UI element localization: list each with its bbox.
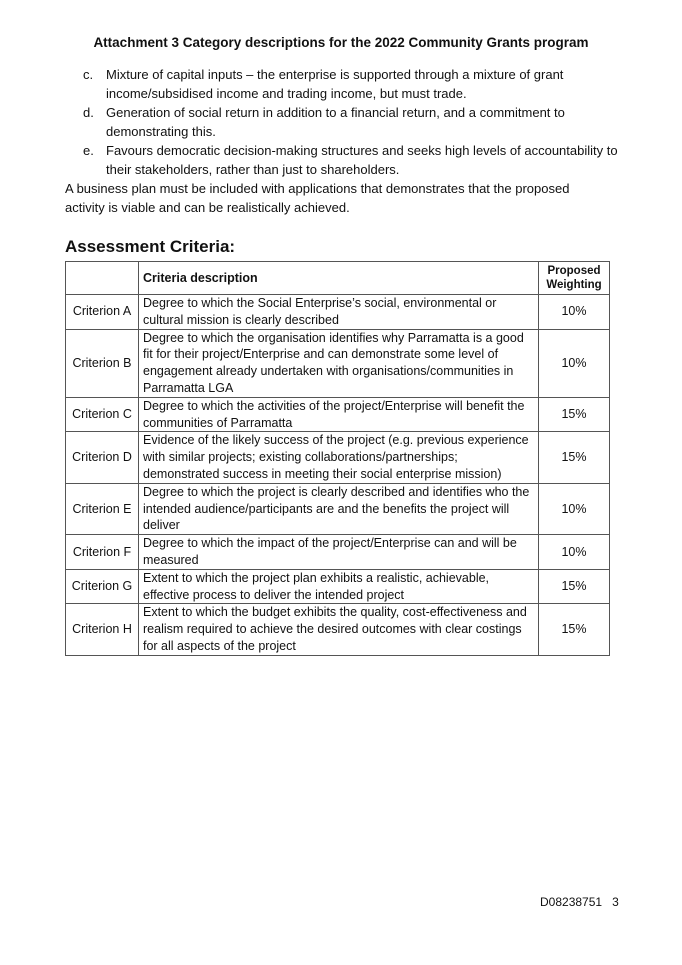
criterion-description: Degree to which the Social Enterprise’s social, environmental or cultural mission is clearly described xyxy=(139,295,539,330)
list-item xyxy=(83,141,623,179)
document-id: D08238751 xyxy=(540,895,603,909)
criterion-description: Degree to which the project is clearly described and identifies who the intended audience/participants are and the benefits the project will deliver xyxy=(139,483,539,534)
criterion-description: Extent to which the project plan exhibits a realistic, achievable, effective process to deliver the intended project xyxy=(139,569,539,604)
criterion-weighting: 10% xyxy=(539,535,610,570)
list-item-text: Mixture of capital inputs – the enterprise is supported through a mixture of grant income/subsidised income and trading income, but must trade. xyxy=(106,67,564,101)
criterion-description: Degree to which the impact of the project/Enterprise can and will be measured xyxy=(139,535,539,570)
list-item-text: Generation of social return in addition to a financial return, and a commitment to demonstrating this. xyxy=(106,105,565,139)
criterion-weighting: 10% xyxy=(539,295,610,330)
list-marker: e. xyxy=(83,143,94,158)
criterion-label: Criterion H xyxy=(66,604,139,655)
table-row xyxy=(66,535,610,570)
table-row xyxy=(66,329,610,397)
list-marker: c. xyxy=(83,67,94,82)
assessment-criteria-heading: Assessment Criteria: xyxy=(65,237,236,256)
criterion-weighting: 15% xyxy=(539,569,610,604)
table-header-row xyxy=(66,262,610,295)
column-header-weighting: Proposed Weighting xyxy=(539,262,610,295)
table-row xyxy=(66,483,610,534)
list-item xyxy=(83,65,623,103)
list-item-text: Favours democratic decision-making structures and seeks high levels of accountability to their stakeholders, rather than just to shareholders. xyxy=(106,143,618,177)
criterion-label: Criterion A xyxy=(66,295,139,330)
table-row xyxy=(66,569,610,604)
table-row xyxy=(66,432,610,483)
table-row xyxy=(66,397,610,432)
criterion-description: Evidence of the likely success of the project (e.g. previous experience with similar projects; existing collaborations/partnerships; demonstrated success in meeting their social enterprise mission) xyxy=(139,432,539,483)
criterion-description: Degree to which the organisation identifies why Parramatta is a good fit for their project/Enterprise and can demonstrate some level of engagement already undertaken with organisations/communities in Parramatta LGA xyxy=(139,329,539,397)
criterion-weighting: 15% xyxy=(539,432,610,483)
column-header-label xyxy=(66,262,139,295)
criterion-label: Criterion G xyxy=(66,569,139,604)
table-row xyxy=(66,295,610,330)
column-header-description: Criteria description xyxy=(139,262,539,295)
page-footer xyxy=(540,895,619,909)
criterion-label: Criterion F xyxy=(66,535,139,570)
criterion-description: Extent to which the budget exhibits the quality, cost-effectiveness and realism required to achieve the desired outcomes with clear costings for all aspects of the project xyxy=(139,604,539,655)
list-marker: d. xyxy=(83,105,94,120)
criterion-weighting: 10% xyxy=(539,329,610,397)
criterion-label: Criterion B xyxy=(66,329,139,397)
criterion-weighting: 15% xyxy=(539,397,610,432)
criterion-weighting: 15% xyxy=(539,604,610,655)
page-number: 3 xyxy=(612,895,619,909)
criterion-weighting: 10% xyxy=(539,483,610,534)
criterion-label: Criterion C xyxy=(66,397,139,432)
assessment-criteria-table xyxy=(65,261,610,656)
page-title: Attachment 3 Category descriptions for the 2022 Community Grants program xyxy=(93,35,589,50)
business-plan-paragraph: A business plan must be included with applications that demonstrates that the proposed activity is viable and can be realistically achieved. xyxy=(65,181,570,215)
table-row xyxy=(66,604,610,655)
criterion-description: Degree to which the activities of the project/Enterprise will benefit the communities of Parramatta xyxy=(139,397,539,432)
list-item xyxy=(83,103,623,141)
criterion-label: Criterion D xyxy=(66,432,139,483)
category-list xyxy=(83,65,623,179)
criterion-label: Criterion E xyxy=(66,483,139,534)
